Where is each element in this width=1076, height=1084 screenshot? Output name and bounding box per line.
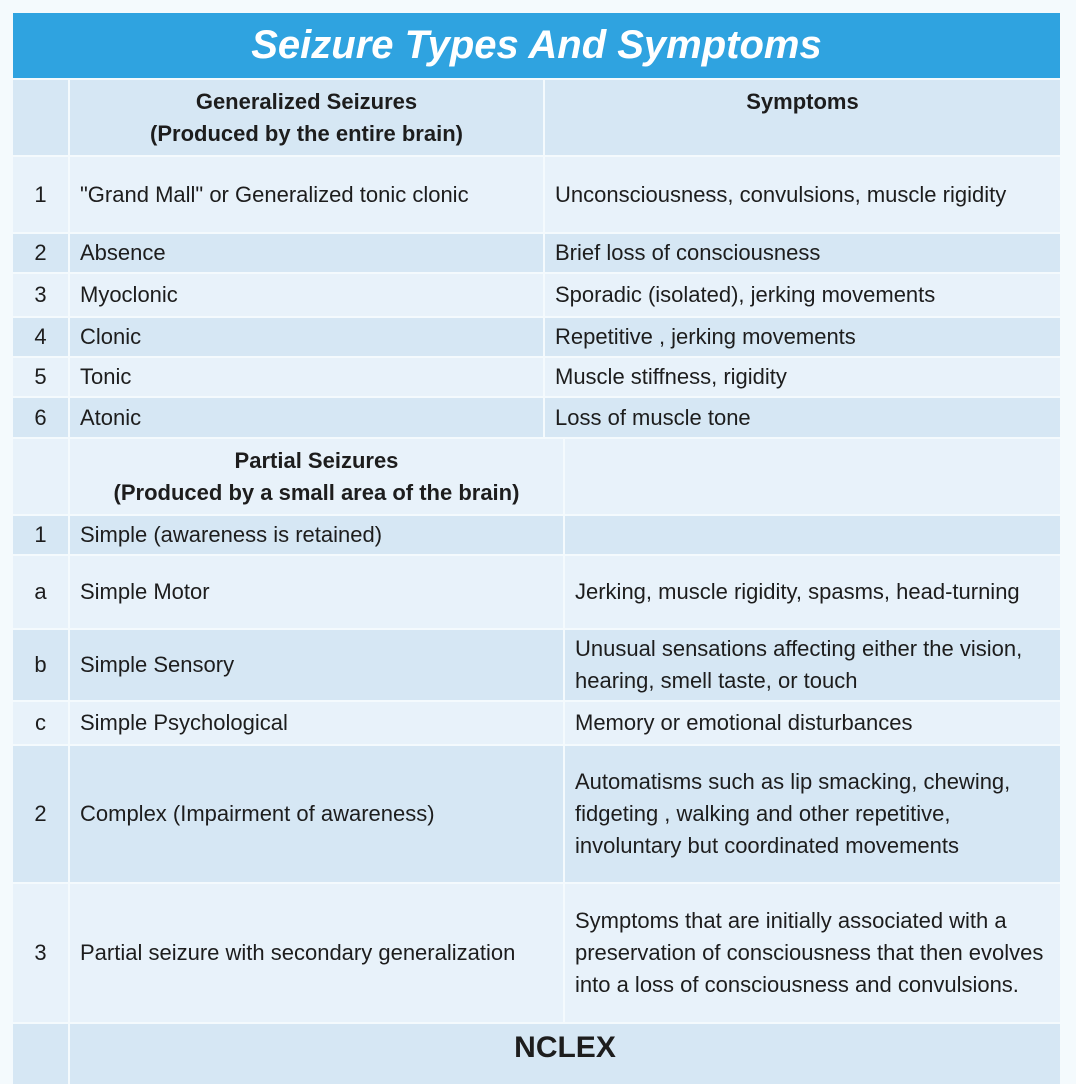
seizure-type: Partial seizure with secondary generalization [70, 884, 563, 1022]
symptom: Muscle stiffness, rigidity [545, 358, 1060, 396]
footer-row [13, 1024, 1060, 1084]
row-number: c [13, 702, 68, 744]
seizure-type: Simple Psychological [70, 702, 563, 744]
row-number: 2 [13, 746, 68, 882]
symptoms-header: Symptoms [545, 80, 1060, 155]
symptom: Unusual sensations affecting either the vision, hearing, smell taste, or touch [565, 630, 1060, 700]
seizure-type: Simple Sensory [70, 630, 563, 700]
row-number: 3 [13, 274, 68, 316]
seizure-table [13, 13, 1060, 1084]
partial-header: Partial Seizures (Produced by a small area of the brain) [70, 439, 563, 514]
symptom: Automatisms such as lip smacking, chewing, fidgeting , walking and other repetitive, involuntary but coordinated movements [565, 746, 1060, 882]
seizure-type: Simple Motor [70, 556, 563, 628]
seizure-type: Complex (Impairment of awareness) [70, 746, 563, 882]
symptom [565, 516, 1060, 554]
table-row [13, 318, 1060, 356]
generalized-header-row [13, 80, 1060, 155]
symptom: Jerking, muscle rigidity, spasms, head-turning [565, 556, 1060, 628]
row-number: 1 [13, 157, 68, 232]
seizure-type: Myoclonic [70, 274, 543, 316]
partial-header-row [13, 439, 1060, 514]
row-number: 6 [13, 398, 68, 437]
row-number: a [13, 556, 68, 628]
page-title: Seizure Types And Symptoms [13, 13, 1060, 78]
table-row [13, 702, 1060, 744]
table-row [13, 398, 1060, 437]
table-row [13, 516, 1060, 554]
symptom: Unconsciousness, convulsions, muscle rigidity [545, 157, 1060, 232]
table-row [13, 274, 1060, 316]
symptom: Symptoms that are initially associated with a preservation of consciousness that then evolves into a loss of consciousness and convulsions. [565, 884, 1060, 1022]
row-number: 3 [13, 884, 68, 1022]
row-number: 1 [13, 516, 68, 554]
row-number: 4 [13, 318, 68, 356]
table-row [13, 358, 1060, 396]
symptoms-header-empty [565, 439, 1060, 514]
symptom: Brief loss of consciousness [545, 234, 1060, 272]
seizure-type: Tonic [70, 358, 543, 396]
symptom: Repetitive , jerking movements [545, 318, 1060, 356]
table-row [13, 630, 1060, 700]
table-row [13, 746, 1060, 882]
seizure-type: Absence [70, 234, 543, 272]
row-number: 2 [13, 234, 68, 272]
row-number: 5 [13, 358, 68, 396]
number-header [13, 80, 68, 155]
seizure-type: Simple (awareness is retained) [70, 516, 563, 554]
table-row [13, 884, 1060, 1022]
table-row [13, 157, 1060, 232]
symptom: Loss of muscle tone [545, 398, 1060, 437]
seizure-type: "Grand Mall" or Generalized tonic clonic [70, 157, 543, 232]
symptom: Memory or emotional disturbances [565, 702, 1060, 744]
seizure-type: Clonic [70, 318, 543, 356]
table-row [13, 556, 1060, 628]
symptom: Sporadic (isolated), jerking movements [545, 274, 1060, 316]
generalized-header: Generalized Seizures (Produced by the entire brain) [70, 80, 543, 155]
seizure-type: Atonic [70, 398, 543, 437]
footer-text: NCLEX [70, 1024, 1060, 1084]
row-number: b [13, 630, 68, 700]
table-row [13, 234, 1060, 272]
number-header [13, 439, 68, 514]
